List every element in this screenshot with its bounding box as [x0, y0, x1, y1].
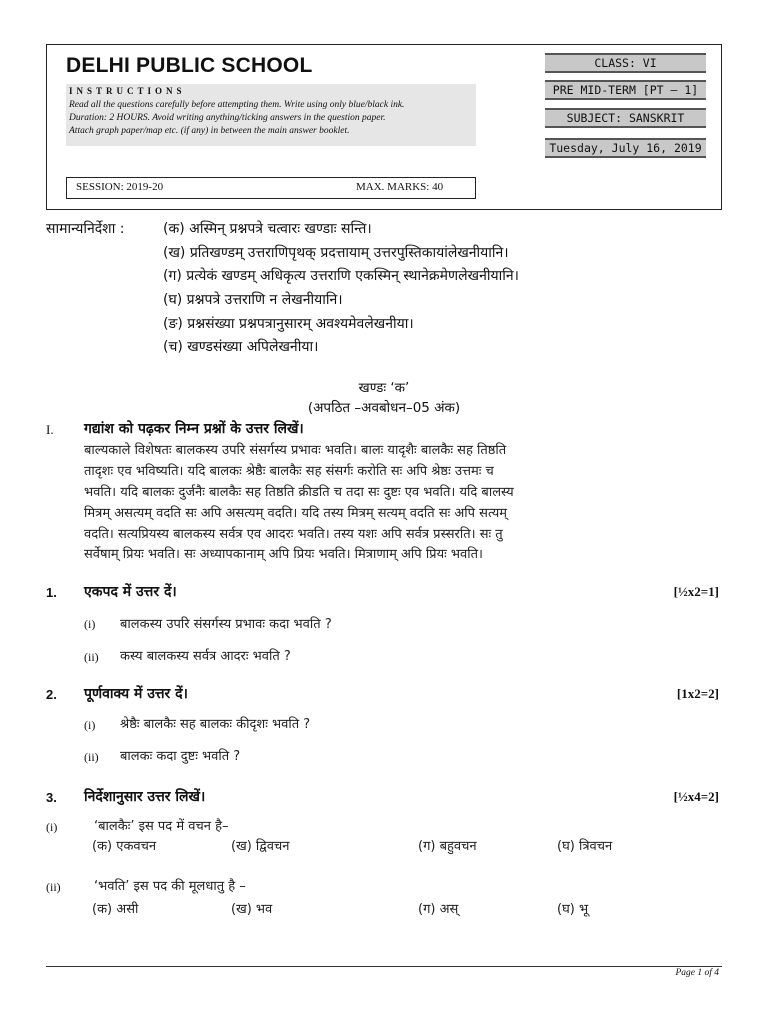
instruction-line: Read all the questions carefully before attempting them. Write using only blue/black ink. — [69, 100, 405, 110]
general-instructions-label: सामान्यनिर्देशा : — [46, 221, 125, 237]
option-d: (घ) भू — [557, 902, 589, 917]
passage-line: वदति। सत्यप्रियस्य बालकस्य सर्वत्र एव आदरः भवति। तस्य यशः अपि सर्वत्र प्रस्सरति। सः तु — [84, 527, 503, 542]
section-title: खण्डः ‘क’ — [358, 380, 410, 396]
general-instruction-item: (च) खण्डसंख्या अपिलेखनीया। — [163, 339, 319, 355]
sub-question-number: (ii) — [46, 880, 61, 894]
option-a: (क) असी — [92, 902, 139, 917]
sub-question-number: (i) — [84, 718, 96, 732]
question-number: 3. — [46, 790, 57, 805]
school-name: DELHI PUBLIC SCHOOL — [66, 54, 313, 77]
question-marks: [½x4=2] — [673, 789, 719, 804]
sub-question-text: बालकः कदा दुष्टः भवति ? — [120, 749, 241, 764]
sub-question-text: ‘भवति’ इस पद की मूलधातु है – — [94, 879, 246, 894]
passage-line: भवति। यदि बालकः दुर्जनैः बालकैः सह तिष्ठति क्रीडति च तदा सः दुष्टः एव भवति। यदि बालस्य — [84, 485, 514, 500]
sub-question-text: श्रेष्ठैः बालकैः सह बालकः कीदृशः भवति ? — [120, 717, 311, 732]
footer-rule — [46, 966, 722, 967]
instruction-line: Duration: 2 HOURS. Avoid writing anything/ticking answers in the question paper. — [69, 113, 386, 123]
sub-question-number: (ii) — [84, 650, 99, 664]
passage-line: सर्वेषाम् प्रियः भवति। सः अध्यापकानाम् अपि प्रियः भवति। मित्राणाम् अपि प्रियः भवति। — [84, 547, 483, 562]
option-d: (घ) त्रिवचन — [557, 839, 613, 854]
general-instruction-item: (ख) प्रतिखण्डम् उत्तराणिपृथक् प्रदत्तायाम् उत्तरपुस्तिकायांलेखनीयानि। — [163, 245, 509, 261]
general-instruction-item: (क) अस्मिन् प्रश्नपत्रे चत्वारः खण्डाः सन्ति। — [163, 221, 372, 237]
question-text: एकपद में उत्तर दें। — [84, 584, 177, 600]
general-instruction-item: (ग) प्रत्येकं खण्डम् अधिकृत्य उत्तराणि एकस्मिन् स्थानेक्रमेणलेखनीयानि। — [163, 268, 519, 284]
option-a: (क) एकवचन — [92, 839, 157, 854]
instructions-title: INSTRUCTIONS — [69, 86, 186, 96]
section-subtitle: (अपठित –अवबोधन–05 अंक) — [307, 400, 461, 416]
option-c: (ग) अस् — [418, 902, 459, 917]
question-text: पूर्णवाक्य में उत्तर दें। — [84, 686, 188, 702]
option-b: (ख) भव — [231, 902, 273, 917]
instruction-line: Attach graph paper/map etc. (if any) in between the main answer booklet. — [69, 126, 350, 136]
sub-question-text: कस्य बालकस्य सर्वत्र आदरः भवति ? — [120, 649, 291, 664]
subject-tag: SUBJECT: SANSKRIT — [545, 108, 706, 128]
sub-question-number: (i) — [84, 617, 96, 631]
session-label: SESSION: 2019-20 — [76, 181, 164, 193]
page-number: Page 1 of 4 — [675, 968, 719, 978]
passage-line: मित्रम् असत्यम् वदति सः अपि असत्यम् वदति। यदि तस्य मित्रम् सत्यम् वदति सः अपि सत्यम् — [84, 506, 508, 521]
question-number: 1. — [46, 585, 57, 600]
sub-question-text: बालकस्य उपरि संसर्गस्य प्रभावः कदा भवति ? — [120, 617, 332, 632]
passage-line: बाल्यकाले विशेषतः बालकस्य उपरि संसर्गस्य प्रभावः भवति। बालः यादृशैः बालकैः सह तिष्ठति — [84, 443, 507, 458]
question-marks: [1x2=2] — [676, 686, 719, 701]
class-tag: CLASS: VI — [545, 53, 706, 73]
passage-number: I. — [46, 422, 54, 437]
sub-question-text: ‘बालकैः’ इस पद में वचन है– — [94, 819, 229, 834]
question-text: निर्देशानुसार उत्तर लिखें। — [84, 789, 206, 805]
sub-question-number: (ii) — [84, 750, 99, 764]
general-instruction-item: (ङ) प्रश्नसंख्या प्रश्नपत्रानुसारम् अवश्यमेवलेखनीया। — [163, 316, 414, 332]
option-b: (ख) द्विवचन — [231, 839, 290, 854]
exam-tag: PRE MID-TERM [PT – 1] — [545, 80, 706, 100]
passage-heading: गद्यांश को पढ़कर निम्न प्रश्नों के उत्तर लिखें। — [84, 421, 304, 437]
sub-question-number: (i) — [46, 820, 58, 834]
question-marks: [½x2=1] — [673, 584, 719, 599]
question-number: 2. — [46, 687, 57, 702]
date-tag: Tuesday, July 16, 2019 — [545, 138, 706, 158]
general-instruction-item: (घ) प्रश्नपत्रे उत्तराणि न लेखनीयानि। — [163, 292, 343, 308]
max-marks-label: MAX. MARKS: 40 — [356, 181, 444, 193]
option-c: (ग) बहुवचन — [418, 839, 477, 854]
passage-line: तादृशः एव भविष्यति। यदि बालकः श्रेष्ठैः बालकैः सह संसर्गः करोति सः अपि श्रेष्ठः उत्तमः च — [84, 464, 494, 479]
